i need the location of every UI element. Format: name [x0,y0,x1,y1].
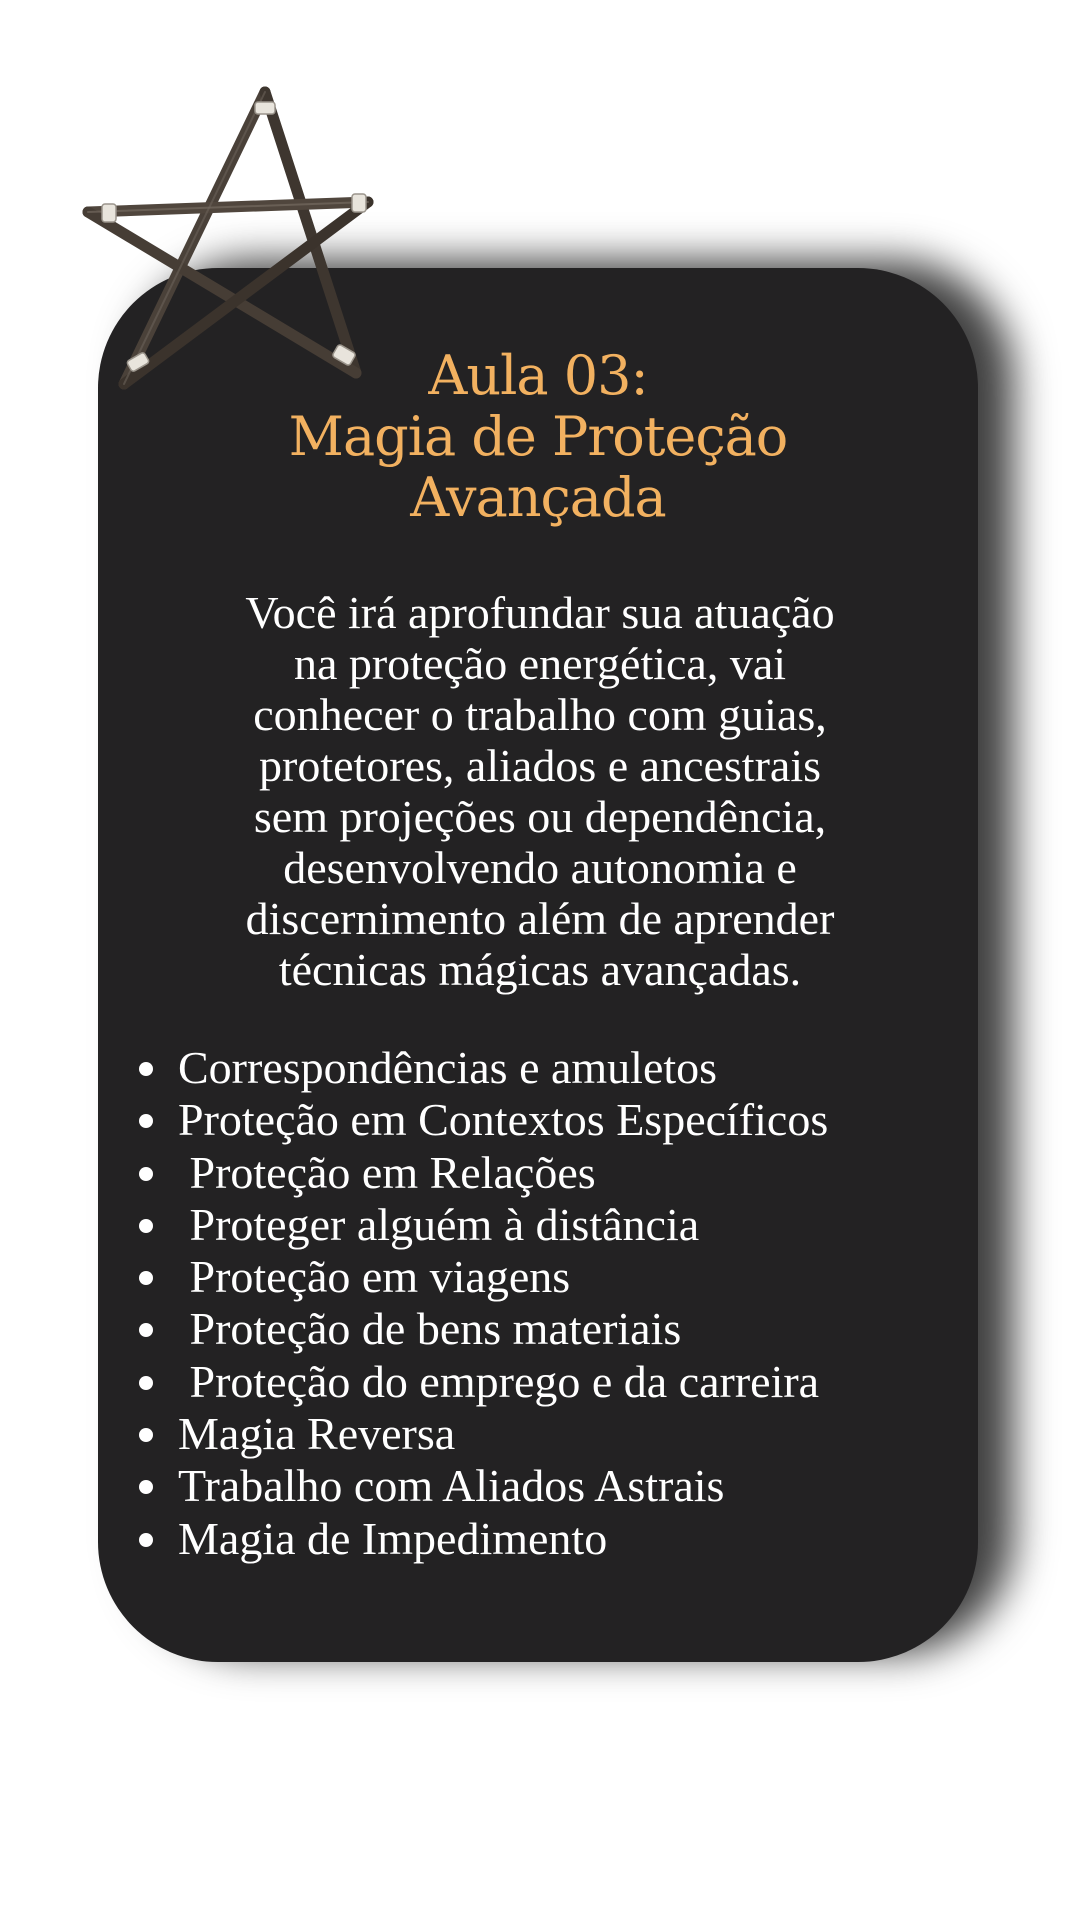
bullet-icon [139,1271,153,1285]
list-item [135,1460,828,1512]
description-line: Você irá aprofundar sua atuação [245,587,835,638]
bullet-icon [139,1376,153,1390]
description-line: conhecer o trabalho com guias, [253,689,827,740]
bullet-icon [139,1114,153,1128]
bullet-icon [139,1062,153,1076]
list-item-label: Proteção em Contextos Específicos [178,1094,829,1146]
description-line: técnicas mágicas avançadas. [278,944,802,995]
list-item [135,1199,828,1251]
list-item-label: Proteção de bens materiais [178,1303,682,1355]
list-item [135,1042,828,1094]
list-item [135,1251,828,1303]
bullet-icon [139,1167,153,1181]
list-item [135,1513,828,1565]
list-item [135,1408,828,1460]
bullet-icon [139,1219,153,1233]
topics-list [135,1042,828,1565]
description-line: desenvolvendo autonomia e [283,842,797,893]
list-item-label: Proteger alguém à distância [178,1198,700,1250]
title-line: Magia de Proteção [288,405,788,468]
description-line: discernimento além de aprender [245,893,835,944]
bullet-icon [139,1533,153,1547]
title-line: Aula 03: [428,344,648,407]
list-item-label: Trabalho com Aliados Astrais [178,1460,725,1512]
lesson-description [120,587,960,995]
list-item-label: Proteção do emprego e da carreira [178,1355,820,1407]
list-item [135,1303,828,1355]
bullet-icon [139,1480,153,1494]
list-item [135,1147,828,1199]
description-line: protetores, aliados e ancestrais [259,740,821,791]
list-item-label: Proteção em Relações [178,1146,596,1198]
list-item-label: Magia Reversa [178,1408,456,1460]
bullet-icon [139,1323,153,1337]
list-item [135,1356,828,1408]
lesson-title [98,345,978,528]
list-item [135,1094,828,1146]
title-line: Avançada [410,466,666,529]
description-line: sem projeções ou dependência, [253,791,827,842]
description-line: na proteção energética, vai [293,638,787,689]
list-item-label: Correspondências e amuletos [178,1042,718,1093]
bullet-icon [139,1428,153,1442]
list-item-label: Proteção em viagens [178,1251,571,1303]
list-item-label: Magia de Impedimento [178,1512,608,1564]
